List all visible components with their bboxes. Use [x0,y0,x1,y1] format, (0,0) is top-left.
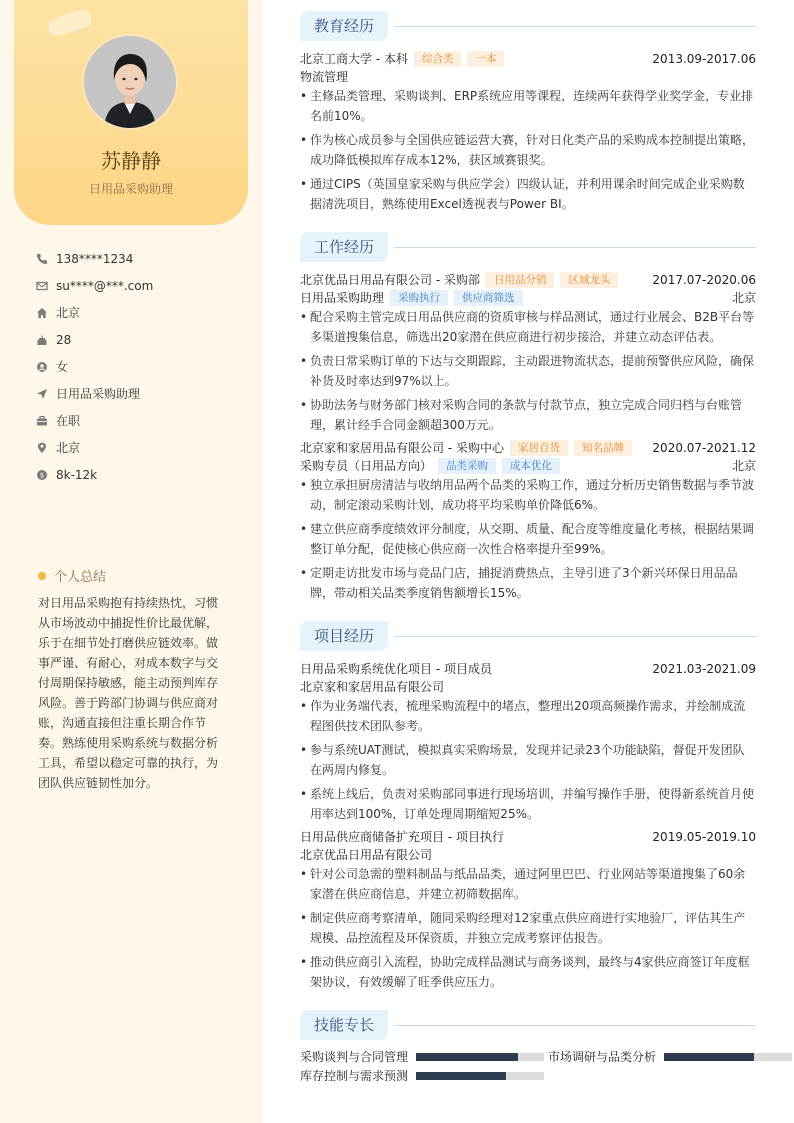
job-tag: 采购执行 [390,290,448,306]
work-dates: 2020.07-2021.12 [652,441,756,455]
contact-value: 日用品采购助理 [56,387,141,401]
bullet-dot-icon [38,572,46,580]
project-header [300,660,756,678]
work-company [300,271,756,289]
education-bullet: • 作为核心成员参与全国供应链运营大赛，针对日化类产品的采购成本控制提出策略，成功降低模拟库存成本12%，获区域赛银奖。 [300,130,756,170]
contact-value: 北京 [56,306,81,320]
cake-icon [36,334,48,346]
company-tag: 家居百货 [510,440,568,456]
project-name: 日用品采购系统优化项目 - 项目成员 [300,662,492,676]
company-tag: 知名品牌 [574,440,632,456]
work-bullet: • 负责日常采购订单的下达与交期跟踪，主动跟进物流状态，提前预警供应风险，确保补货及时率达到97%以上。 [300,351,756,391]
section-education [300,11,756,41]
contact-value: 在职 [56,414,81,428]
project-dates: 2021.03-2021.09 [652,662,756,676]
gender-icon [36,361,48,373]
company-tag: 日用品分销 [486,272,555,288]
bullet-dot: • [300,566,308,580]
project-bullet: • 参与系统UAT测试，模拟真实采购场景，发现并记录23个功能缺陷，督促开发团队在两周内修复。 [300,740,756,780]
project-bullet: • 针对公司急需的塑料制品与纸品品类，通过阿里巴巴、行业网站等渠道搜集了60余家潜在供应商信息，并建立初筛数据库。 [300,864,756,904]
school-tag: 综合类 [414,51,462,67]
avatar [84,36,176,128]
skill-bar [664,1053,792,1061]
section-divider [394,26,756,27]
section-projects [300,621,756,651]
bullet-dot: • [300,743,308,757]
section-title: 工作经历 [300,232,388,262]
work-bullet: • 协助法务与财务部门核对采购合同的条款与付款节点，独立完成合同归档与台账管理，累计经手合同金额超300万元。 [300,395,756,435]
bullet-dot: • [300,354,308,368]
project-bullet: • 制定供应商考察清单，随同采购经理对12家重点供应商进行实地验厂，评估其生产规模、品控流程及环保资质，并独立完成考察评估报告。 [300,908,756,948]
work-title [300,289,756,307]
project-name: 日用品供应商储备扩充项目 - 项目执行 [300,830,504,844]
job-tag: 供应商筛选 [454,290,523,306]
contact-value: 28 [56,333,72,347]
contact-value: 138****1234 [56,252,134,266]
summary-title: 个人总结 [54,570,107,585]
salary-icon [36,469,48,481]
bullet-dot: • [300,867,308,881]
education-bullet: • 主修品类管理、采购谈判、ERP系统应用等课程，连续两年获得学业奖学金，专业排名前10%。 [300,86,756,126]
project-org: 北京家和家居用品有限公司 [300,680,445,694]
sidebar [0,0,262,1123]
skill-bar-fill [664,1053,754,1061]
company-name: 北京优品日用品有限公司 - 采购部 [300,273,480,287]
project-bullet: • 系统上线后，负责对采购部同事进行现场培训，并编写操作手册，使得新系统首月使用率达到100%，订单处理周期缩短25%。 [300,784,756,824]
project-org: 北京优品日用品有限公司 [300,848,433,862]
school-name: 北京工商大学 - 本科 [300,52,408,66]
school-tag: 一本 [467,51,504,67]
project-bullet: • 作为业务端代表，梳理采购流程中的堵点，整理出20项高频操作需求，并绘制成流程图供技术团队参考。 [300,696,756,736]
education-dates: 2013.09-2017.06 [652,52,756,66]
education-major: 物流管理 [300,70,349,84]
section-title: 教育经历 [300,11,388,41]
section-divider [394,247,756,248]
project-dates: 2019.05-2019.10 [652,830,756,844]
bullet-dot: • [300,787,308,801]
work-bullet: • 独立承担厨房清洁与收纳用品两个品类的采购工作，通过分析历史销售数据与季节波动，制定滚动采购计划，成功将平均采购单价降低6%。 [300,475,756,515]
briefcase-icon [36,415,48,427]
section-work [300,232,756,262]
section-skills [300,1010,756,1040]
job-title: 日用品采购助理 [300,291,385,305]
bullet-dot: • [300,398,308,412]
bullet-dot: • [300,177,308,191]
bullet-dot: • [300,699,308,713]
bullet-dot: • [300,310,308,324]
bullet-dot: • [300,911,308,925]
contact-value: 8k-12k [56,468,98,482]
skill-item [300,1048,544,1066]
project-header [300,828,756,846]
bullet-dot: • [300,89,308,103]
skill-name: 采购谈判与合同管理 [300,1050,409,1064]
bullet-dot: • [300,522,308,536]
summary-text: 对日用品采购抱有持续热忱，习惯从市场波动中捕捉性价比最优解，乐于在细节处打磨供应链效率。做事严谨、有耐心，对成本数字与交付周期保持敏感，能主动预判库存风险。善于跨部门协调与供应商对账，沟通直接但注重长期合作节奏。熟练使用采购系统与数据分析工具，希望以稳定可靠的执行，为团队供应链韧性加分。 [38,596,219,790]
education-bullet: • 通过CIPS（英国皇家采购与供应学会）四级认证，并利用课余时间完成企业采购数据清洗项目，熟练使用Excel透视表与Power BI。 [300,174,756,214]
work-title [300,457,756,475]
job-tag: 成本优化 [502,458,560,474]
skill-bar [416,1053,544,1061]
project-bullet: • 推动供应商引入流程，协助完成样品测试与商务谈判，最终与4家供应商签订年度框架协议，有效缓解了旺季供应压力。 [300,952,756,992]
bullet-dot: • [300,133,308,147]
location-icon [36,442,48,454]
home-icon [36,307,48,319]
bullet-dot: • [300,955,308,969]
section-title: 技能专长 [300,1010,388,1040]
work-company [300,439,756,457]
skill-item [300,1067,544,1085]
summary-heading [38,566,106,585]
company-name: 北京家和家居用品有限公司 - 采购中心 [300,441,504,455]
profile-name: 苏静静 [101,149,161,173]
job-tag: 品类采购 [438,458,496,474]
work-dates: 2017.07-2020.06 [652,273,756,287]
section-title: 项目经历 [300,621,388,651]
phone-icon [36,253,48,265]
skill-bar-fill [416,1072,506,1080]
contact-value: 女 [56,360,69,374]
skill-bar [416,1072,544,1080]
skill-name: 库存控制与需求预测 [300,1069,409,1083]
section-divider [394,636,756,637]
profile-role: 日用品采购助理 [88,182,173,196]
job-title: 采购专员（日用品方向） [300,459,433,473]
bullet-dot: • [300,478,308,492]
company-tag: 区域龙头 [560,272,618,288]
education-header [300,50,756,68]
skill-item [548,1048,792,1066]
decorative-blob [46,8,93,39]
contact-value: 北京 [56,441,81,455]
work-bullet: • 配合采购主管完成日用品供应商的资质审核与样品测试，通过行业展会、B2B平台等多渠道搜集信息，筛选出20家潜在供应商进行初步接洽，并建立动态评估表。 [300,307,756,347]
section-divider [394,1025,756,1026]
work-location: 北京 [731,459,756,473]
svg-text:$: $ [39,471,45,480]
skill-bar-fill [416,1053,518,1061]
send-icon [36,388,48,400]
work-location: 北京 [731,291,756,305]
contact-value: su****@***.com [56,279,154,293]
work-bullet: • 定期走访批发市场与竞品门店，捕捉消费热点，主导引进了3个新兴环保日用品品牌，带动相关品类季度销售额增长15%。 [300,563,756,603]
skill-name: 市场调研与品类分析 [548,1050,657,1064]
work-bullet: • 建立供应商季度绩效评分制度，从交期、质量、配合度等维度量化考核，根据结果调整订单分配，促使核心供应商一次性合格率提升至99%。 [300,519,756,559]
mail-icon [36,280,48,292]
